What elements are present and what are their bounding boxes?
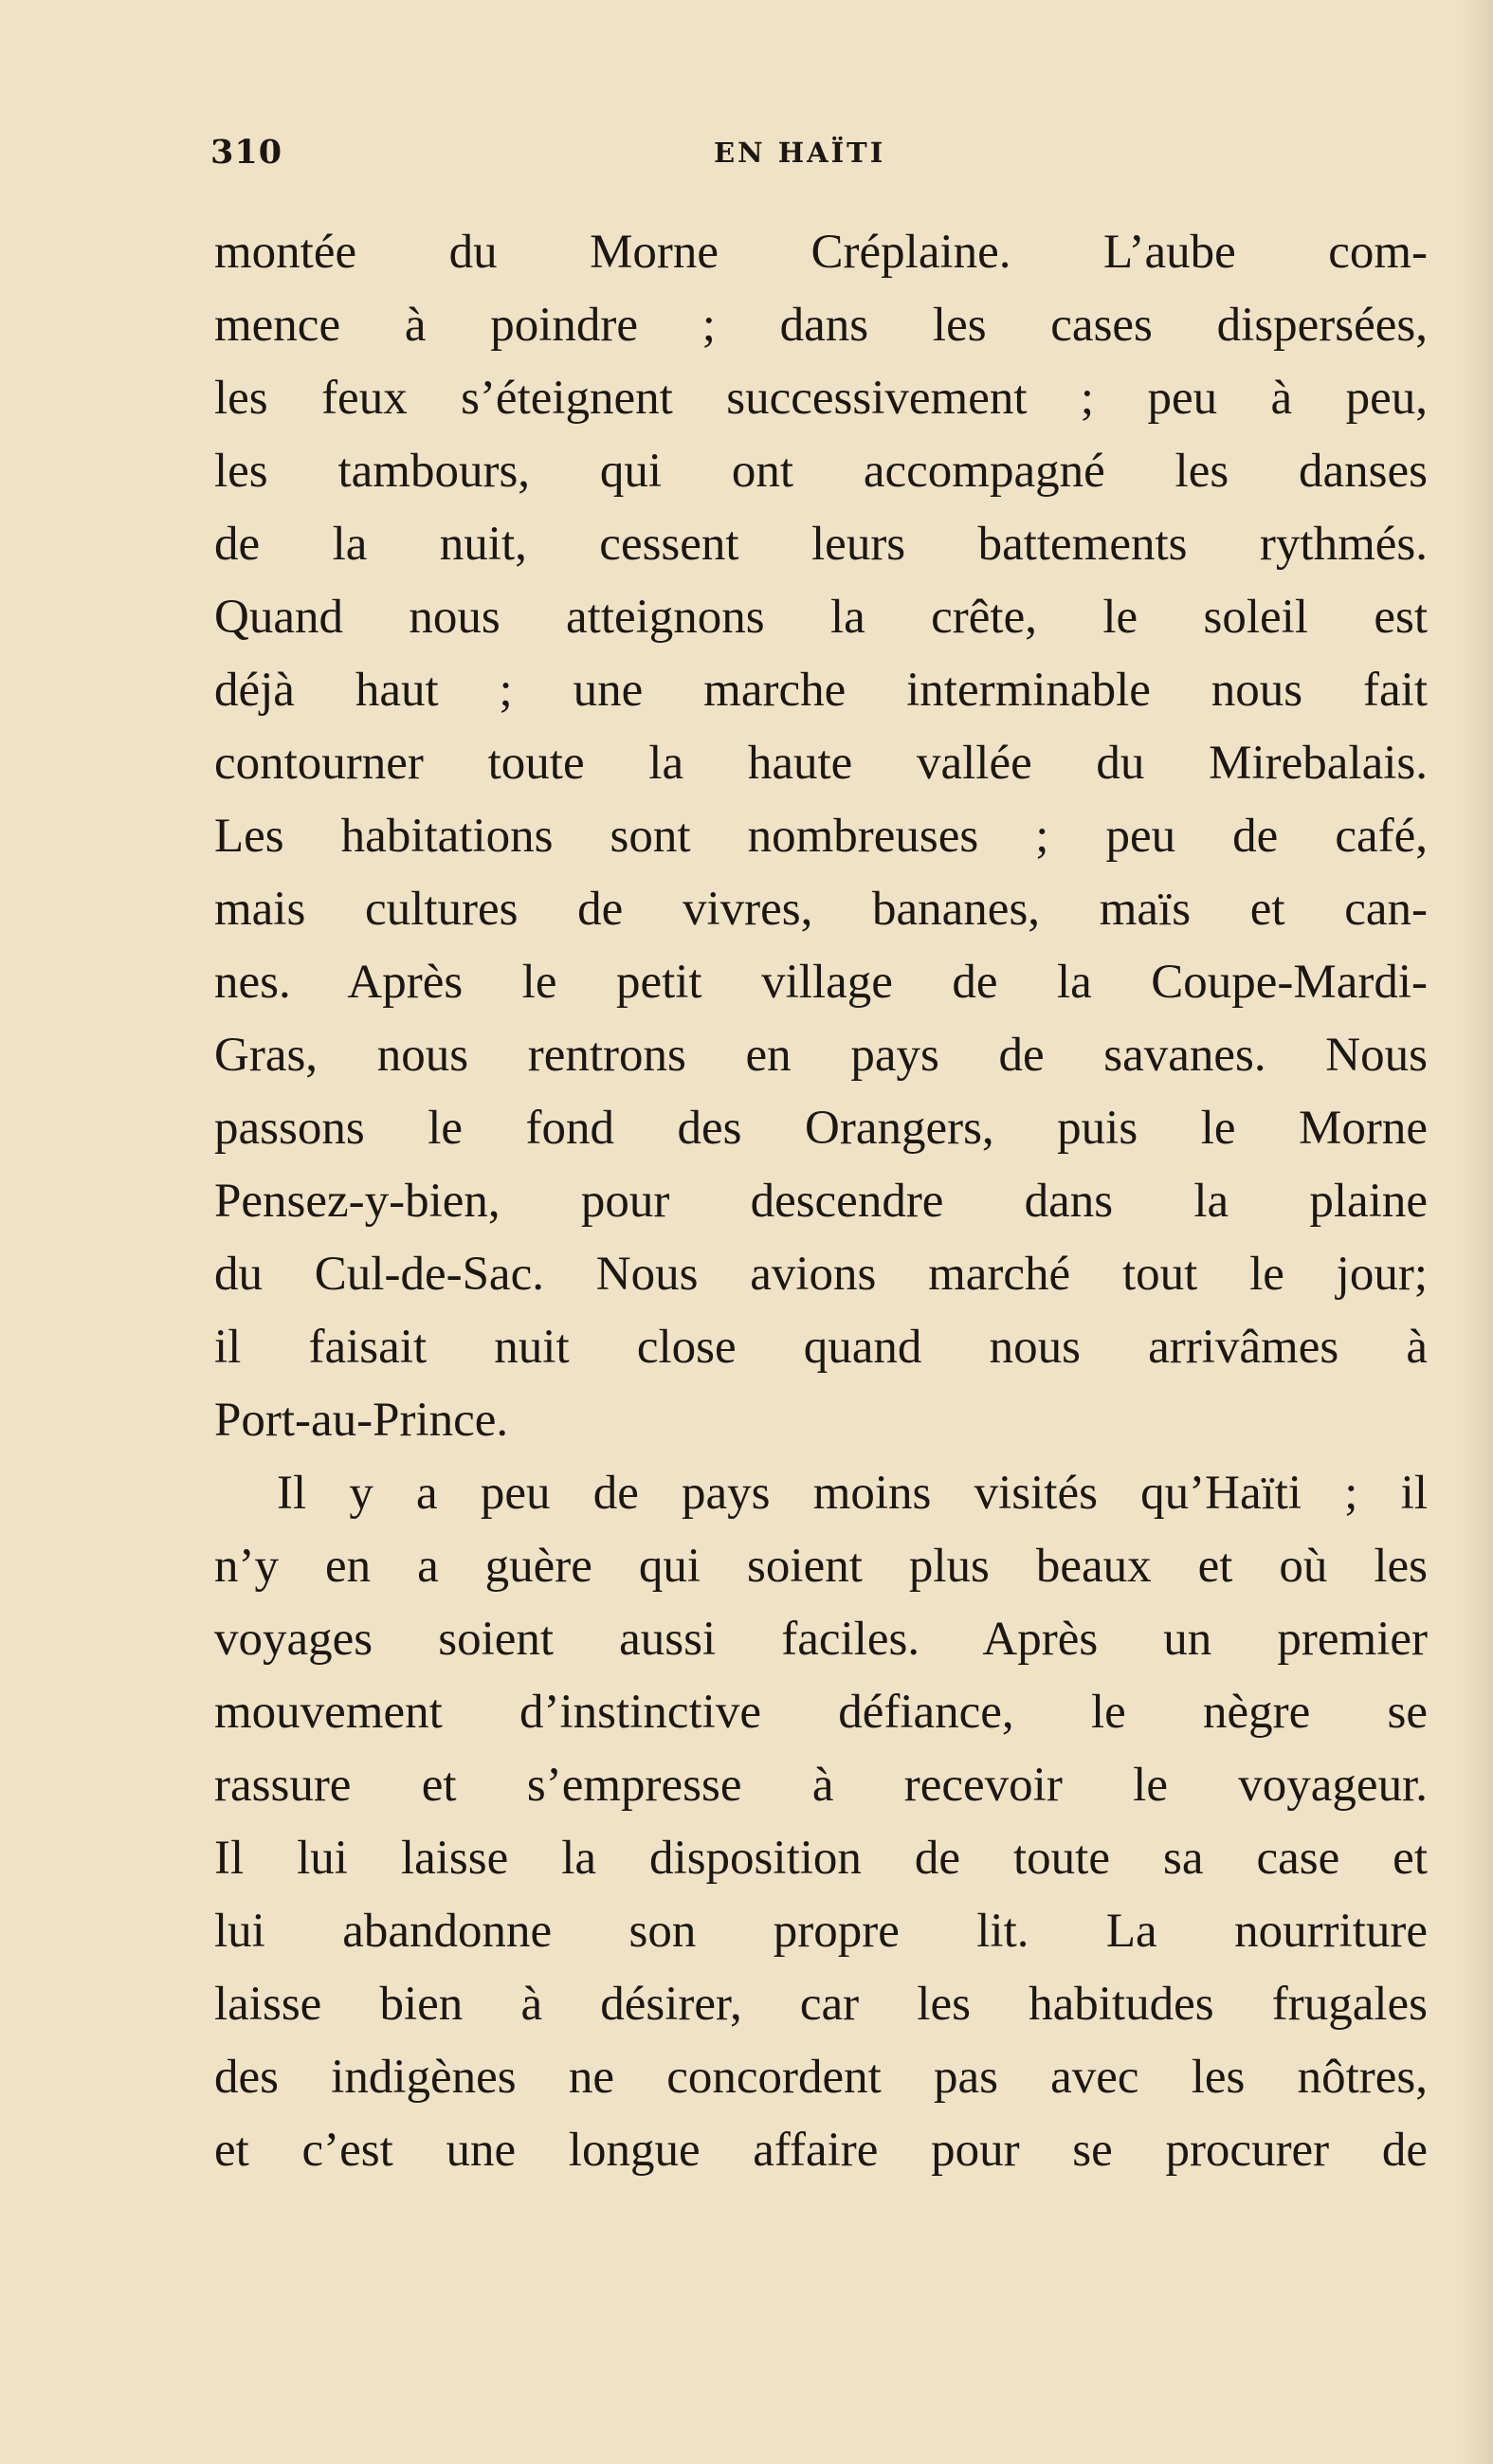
text-line: mence à poindre ; dans les cases dispersées, (214, 299, 1428, 352)
paragraph-2 (214, 1457, 1428, 2260)
text-line: Quand nous atteignons la crête, le soleil est (214, 591, 1428, 644)
paragraph-1 (214, 216, 1428, 1457)
text-line: déjà haut ; une marche interminable nous fait (214, 664, 1428, 717)
body-text (214, 216, 1428, 2260)
text-line: laisse bien à désirer, car les habitudes frugales (214, 1978, 1428, 2031)
text-line: rassure et s’empresse à recevoir le voyageur. (214, 1759, 1428, 1812)
text-line: Les habitations sont nombreuses ; peu de café, (214, 810, 1428, 863)
text-line: les tambours, qui ont accompagné les danses (214, 445, 1428, 498)
text-line-last: Port-au-Prince. (214, 1394, 509, 1447)
text-line: mais cultures de vivres, bananes, maïs et can- (214, 883, 1428, 936)
text-line: Gras, nous rentrons en pays de savanes. Nous (214, 1029, 1428, 1082)
text-line: voyages soient aussi faciles. Après un premier (214, 1613, 1428, 1666)
text-line: Pensez-y-bien, pour descendre dans la plaine (214, 1175, 1428, 1228)
running-title: EN HAÏTI (714, 137, 886, 169)
text-line-indented: Il y a peu de pays moins visités qu’Haïti ; il (277, 1467, 1428, 1520)
text-line: et c’est une longue affaire pour se procurer de (214, 2124, 1428, 2177)
text-line: montée du Morne Créplaine. L’aube com- (214, 226, 1428, 279)
text-line: Il lui laisse la disposition de toute sa case et (214, 1832, 1428, 1885)
text-line: mouvement d’instinctive défiance, le nègre se (214, 1686, 1428, 1739)
text-line: des indigènes ne concordent pas avec les nôtres, (214, 2051, 1428, 2104)
page-edge-shadow (1461, 0, 1493, 2464)
text-line: passons le fond des Orangers, puis le Morne (214, 1102, 1428, 1155)
text-line: nes. Après le petit village de la Coupe-Mardi- (214, 956, 1428, 1009)
running-head (210, 133, 1433, 180)
text-line: contourner toute la haute vallée du Mirebalais. (214, 737, 1428, 790)
page-number: 310 (210, 133, 283, 172)
text-line: lui abandonne son propre lit. La nourriture (214, 1905, 1428, 1958)
text-line (214, 2187, 1428, 2260)
text-line: les feux s’éteignent successivement ; peu à peu, (214, 372, 1428, 425)
text-line: n’y en a guère qui soient plus beaux et où les (214, 1540, 1428, 1593)
text-line: il faisait nuit close quand nous arrivâmes à (214, 1321, 1428, 1374)
text-line: du Cul-de-Sac. Nous avions marché tout le jour; (214, 1248, 1428, 1301)
text-line: de la nuit, cessent leurs battements rythmés. (214, 518, 1428, 571)
